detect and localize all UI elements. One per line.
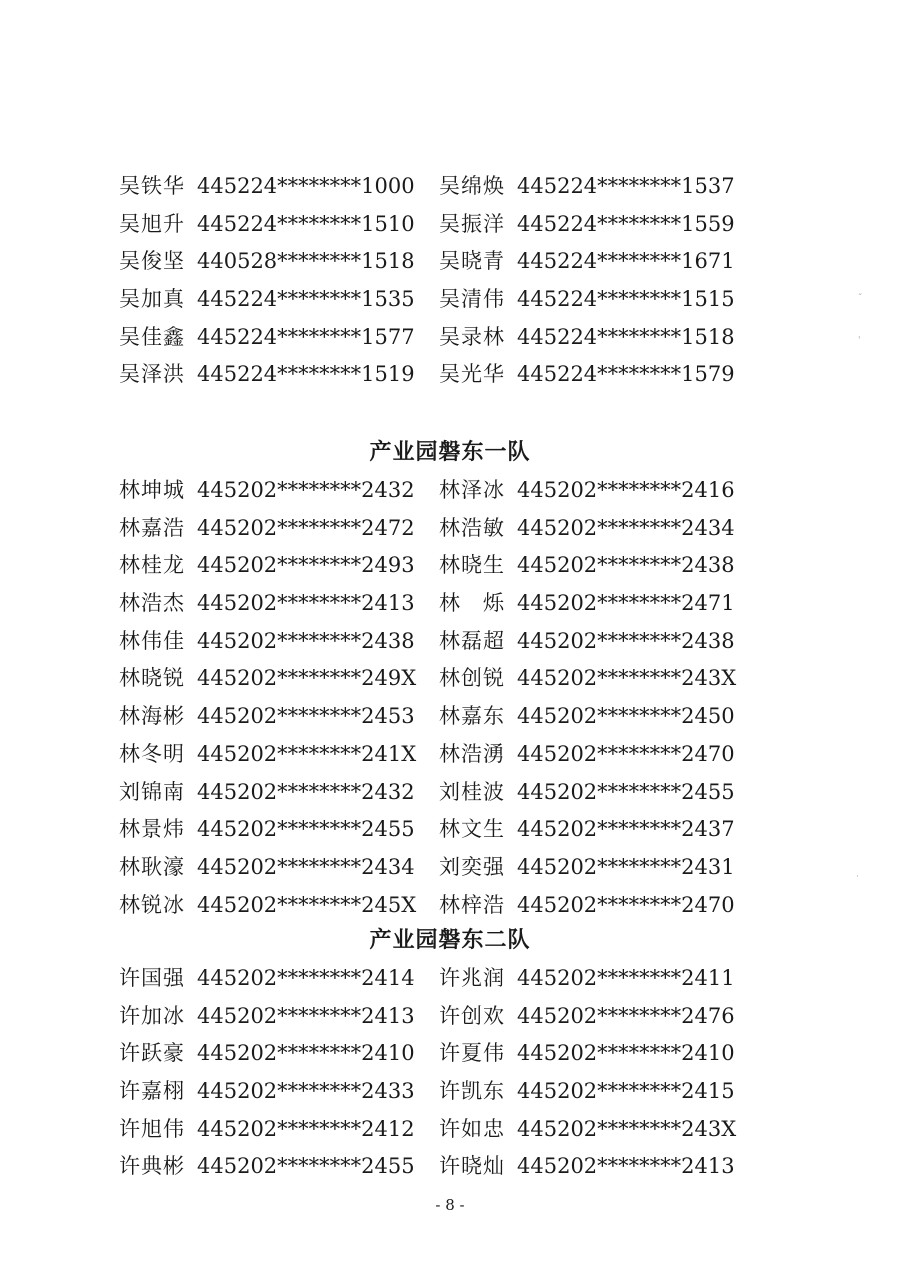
- person-name: 林锐冰: [119, 892, 185, 917]
- list-row: [0, 774, 900, 812]
- person-name: 吴俊坚: [119, 249, 185, 274]
- person-name: 林坤城: [119, 478, 185, 502]
- id-number: 445224********1519: [197, 362, 415, 387]
- person-name: 吴光华: [439, 362, 505, 387]
- list-row: [0, 849, 900, 887]
- person-name: 许如忠: [439, 1116, 505, 1141]
- list-item: [119, 206, 415, 244]
- list-row: [0, 206, 900, 244]
- person-name: 林嘉浩: [119, 515, 185, 540]
- section-pandong-team-1: [0, 434, 900, 924]
- list-item: [439, 319, 735, 357]
- list-item: [119, 1148, 415, 1186]
- list-item: [119, 1111, 415, 1149]
- person-name: 林文生: [439, 817, 505, 842]
- list-item: [439, 281, 735, 319]
- person-name: 刘奕强: [439, 854, 505, 879]
- list-row: [0, 887, 900, 925]
- list-row: [0, 698, 900, 736]
- section-pandong-team-2: [0, 922, 900, 1186]
- id-number: 445202********2472: [197, 515, 415, 540]
- person-name: 吴清伟: [439, 287, 505, 312]
- list-item: [119, 1073, 415, 1111]
- list-item: [439, 1035, 735, 1073]
- person-name: 林磊超: [439, 628, 505, 653]
- id-number: 445202********2432: [197, 779, 415, 804]
- person-name: 许国强: [119, 966, 185, 990]
- id-number: 445202********2416: [517, 478, 735, 502]
- section-wu-continued: [0, 168, 900, 394]
- list-row: [0, 1035, 900, 1073]
- section-heading: 产业园磐东二队: [369, 928, 531, 953]
- id-number: 445202********2410: [517, 1041, 735, 1066]
- person-name: 吴录林: [439, 324, 505, 349]
- list-item: [439, 585, 735, 623]
- id-number: 445202********2450: [517, 704, 735, 729]
- list-item: [439, 243, 735, 281]
- list-row: [0, 510, 900, 548]
- person-name: 吴振洋: [439, 211, 505, 236]
- entry-list: [0, 472, 900, 924]
- list-row: [0, 960, 900, 998]
- list-row: [0, 660, 900, 698]
- entry-list: [0, 168, 900, 394]
- id-number: 445224********1537: [517, 174, 735, 198]
- id-number: 445224********1518: [517, 324, 735, 349]
- list-item: [439, 206, 735, 244]
- person-name: 吴铁华: [119, 174, 185, 198]
- list-item: [119, 849, 415, 887]
- list-item: [119, 1035, 415, 1073]
- list-item: [439, 811, 735, 849]
- list-row: [0, 319, 900, 357]
- list-item: [439, 698, 735, 736]
- person-name: 吴佳鑫: [119, 324, 185, 349]
- person-name: 吴晓青: [439, 249, 505, 274]
- id-number: 445202********2455: [517, 779, 735, 804]
- person-name: 林浩湧: [439, 741, 505, 766]
- list-item: [439, 998, 735, 1036]
- id-number: 445202********2493: [197, 553, 415, 578]
- list-item: [119, 660, 416, 698]
- list-item: [119, 736, 416, 774]
- person-name: 吴加真: [119, 287, 185, 312]
- list-row: [0, 623, 900, 661]
- id-number: 445202********2470: [517, 741, 735, 766]
- person-name: 林浩杰: [119, 591, 185, 616]
- id-number: 445202********2414: [197, 966, 415, 990]
- id-number: 445202********2412: [197, 1116, 415, 1141]
- list-item: [439, 356, 735, 394]
- list-row: [0, 736, 900, 774]
- person-name: 林泽冰: [439, 478, 505, 502]
- list-item: [119, 243, 415, 281]
- list-item: [439, 472, 735, 510]
- id-number: 445202********2432: [197, 478, 415, 502]
- person-name: 林梓浩: [439, 892, 505, 917]
- id-number: 445224********1579: [517, 362, 735, 387]
- person-name: 林景炜: [119, 817, 185, 842]
- person-name: 许嘉栩: [119, 1079, 185, 1104]
- list-item: [439, 849, 735, 887]
- person-name: 吴泽洪: [119, 362, 185, 387]
- id-number: 445224********1515: [517, 287, 735, 312]
- id-number: 445224********1535: [197, 287, 415, 312]
- id-number: 445202********2438: [517, 628, 735, 653]
- entry-list: [0, 960, 900, 1186]
- list-item: [119, 811, 415, 849]
- person-name: 许典彬: [119, 1154, 185, 1179]
- scan-speck: ·: [856, 872, 859, 882]
- id-number: 445202********249X: [197, 666, 417, 691]
- list-item: [119, 698, 415, 736]
- list-item: [119, 887, 416, 925]
- person-name: 许加冰: [119, 1003, 185, 1028]
- section-heading: 产业园磐东一队: [369, 440, 531, 465]
- list-item: [119, 319, 415, 357]
- list-item: [119, 960, 415, 998]
- person-name: 林晓生: [439, 553, 505, 578]
- id-number: 445202********2438: [197, 628, 415, 653]
- list-item: [439, 168, 735, 206]
- person-name: 吴绵焕: [439, 174, 505, 198]
- id-number: 445202********2415: [517, 1079, 735, 1104]
- person-name: 林 烁: [439, 591, 505, 616]
- person-name: 刘锦南: [119, 779, 185, 804]
- list-item: [439, 960, 735, 998]
- id-number: 445202********2413: [197, 1003, 415, 1028]
- list-row: [0, 585, 900, 623]
- id-number: 445224********1559: [517, 211, 735, 236]
- person-name: 林桂龙: [119, 553, 185, 578]
- id-number: 445202********2455: [197, 1154, 415, 1179]
- person-name: 林冬明: [119, 741, 185, 766]
- list-item: [119, 998, 415, 1036]
- id-number: 445224********1000: [197, 174, 415, 198]
- list-item: [119, 510, 415, 548]
- person-name: 林晓锐: [119, 666, 185, 691]
- id-number: 445224********1510: [197, 211, 415, 236]
- id-number: 445202********243X: [517, 666, 737, 691]
- person-name: 吴旭升: [119, 211, 185, 236]
- list-item: [119, 585, 415, 623]
- list-item: [119, 623, 415, 661]
- list-item: [119, 168, 415, 206]
- person-name: 林浩敏: [439, 515, 505, 540]
- id-number: 445202********2453: [197, 704, 415, 729]
- person-name: 林耿濠: [119, 854, 185, 879]
- list-row: [0, 1111, 900, 1149]
- list-item: [119, 472, 415, 510]
- list-row: [0, 811, 900, 849]
- id-number: 445202********2413: [517, 1154, 735, 1179]
- id-number: 445202********2471: [517, 591, 735, 616]
- person-name: 林海彬: [119, 704, 185, 729]
- list-row: [0, 281, 900, 319]
- id-number: 445202********2455: [197, 817, 415, 842]
- page-number: - 8 -: [435, 1196, 465, 1214]
- id-number: 440528********1518: [197, 249, 415, 274]
- person-name: 林嘉东: [439, 704, 505, 729]
- list-row: [0, 472, 900, 510]
- person-name: 许兆润: [439, 966, 505, 990]
- list-item: [439, 1073, 735, 1111]
- id-number: 445202********245X: [197, 892, 417, 917]
- list-row: [0, 243, 900, 281]
- id-number: 445202********2476: [517, 1003, 735, 1028]
- scan-speck: ˇ: [858, 294, 863, 304]
- id-number: 445202********241X: [197, 741, 417, 766]
- id-number: 445202********2438: [517, 553, 735, 578]
- id-number: 445202********2434: [197, 854, 415, 879]
- id-number: 445202********2433: [197, 1079, 415, 1104]
- person-name: 许旭伟: [119, 1116, 185, 1141]
- person-name: 许晓灿: [439, 1154, 505, 1179]
- person-name: 许凯东: [439, 1079, 505, 1104]
- id-number: 445224********1671: [517, 249, 735, 274]
- list-item: [439, 1148, 735, 1186]
- list-item: [119, 774, 415, 812]
- list-item: [439, 736, 735, 774]
- list-item: [439, 774, 735, 812]
- list-item: [439, 547, 735, 585]
- list-row: [0, 998, 900, 1036]
- list-item: [439, 660, 736, 698]
- scan-speck: ': [858, 336, 861, 346]
- person-name: 许夏伟: [439, 1041, 505, 1066]
- id-number: 445202********2437: [517, 817, 735, 842]
- id-number: 445202********2411: [517, 966, 735, 990]
- list-row: [0, 547, 900, 585]
- list-item: [439, 510, 735, 548]
- list-item: [119, 356, 415, 394]
- id-number: 445202********243X: [517, 1116, 737, 1141]
- list-row: [0, 1073, 900, 1111]
- list-row: [0, 168, 900, 206]
- list-row: [0, 356, 900, 394]
- person-name: 林伟佳: [119, 628, 185, 653]
- list-item: [119, 281, 415, 319]
- list-item: [439, 887, 735, 925]
- id-number: 445202********2434: [517, 515, 735, 540]
- list-row: [0, 1148, 900, 1186]
- id-number: 445202********2410: [197, 1041, 415, 1066]
- person-name: 许跃豪: [119, 1041, 185, 1066]
- id-number: 445202********2431: [517, 854, 735, 879]
- list-item: [439, 623, 735, 661]
- id-number: 445202********2470: [517, 892, 735, 917]
- list-item: [119, 547, 415, 585]
- person-name: 林创锐: [439, 666, 505, 691]
- id-number: 445202********2413: [197, 591, 415, 616]
- list-item: [439, 1111, 736, 1149]
- id-number: 445224********1577: [197, 324, 415, 349]
- person-name: 许创欢: [439, 1003, 505, 1028]
- person-name: 刘桂波: [439, 779, 505, 804]
